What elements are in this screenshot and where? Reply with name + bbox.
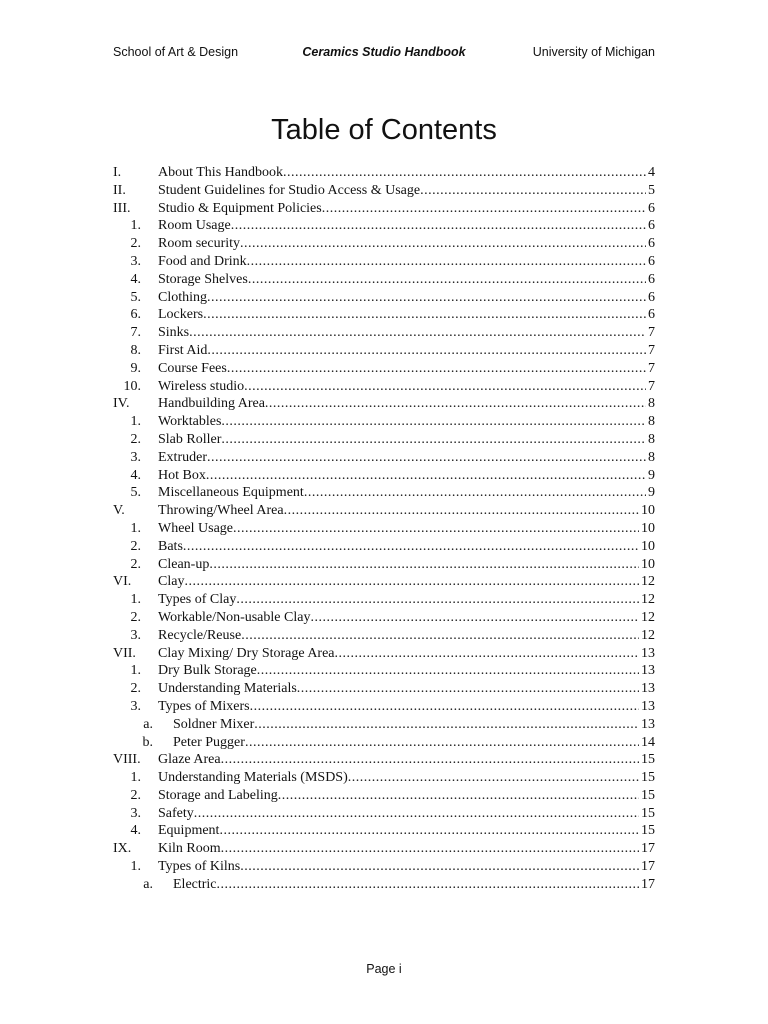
toc-entry-page: 17: [641, 876, 655, 892]
toc-dot-leader: [297, 680, 639, 698]
toc-dot-leader: [217, 876, 639, 894]
toc-dot-leader: [189, 324, 646, 342]
toc-entry[interactable]: [113, 271, 655, 289]
toc-entry-number: 2.: [130, 236, 141, 252]
toc-dot-leader: [221, 413, 646, 431]
toc-entry-page: 12: [641, 592, 655, 608]
toc-entry-number: b.: [142, 734, 153, 750]
toc-entry-number: 2.: [130, 538, 141, 554]
toc-entry[interactable]: [113, 556, 655, 574]
toc-entry-label: Storage Shelves: [158, 271, 248, 287]
toc-entry-label: Miscellaneous Equipment: [158, 485, 304, 501]
toc-entry-page: 8: [648, 396, 655, 412]
toc-entry-label: Worktables: [158, 414, 222, 430]
toc-entry-page: 10: [641, 538, 655, 554]
toc-entry-label: Clean-up: [158, 556, 210, 572]
toc-entry-label: Bats: [158, 538, 183, 554]
toc-entry-number: 7.: [130, 325, 141, 341]
toc-entry-page: 13: [641, 716, 655, 732]
toc-entry-label: Room Usage: [158, 218, 231, 234]
toc-entry-number: 1.: [130, 592, 141, 608]
toc-entry-page: 12: [641, 627, 655, 643]
toc-entry-page: 8: [648, 449, 655, 465]
toc-entry-number: 1.: [130, 859, 141, 875]
toc-entry-label: Peter Pugger: [173, 734, 245, 750]
toc-dot-leader: [221, 431, 646, 449]
toc-dot-leader: [265, 395, 646, 413]
table-of-contents: [113, 164, 655, 894]
toc-entry-page: 14: [641, 734, 655, 750]
toc-dot-leader: [240, 235, 646, 253]
toc-entry-label: Throwing/Wheel Area: [158, 503, 284, 519]
toc-entry-number: 4.: [130, 467, 141, 483]
toc-entry[interactable]: [113, 591, 655, 609]
toc-entry-label: Studio & Equipment Policies: [158, 200, 322, 216]
toc-dot-leader: [248, 271, 646, 289]
toc-entry-label: Clothing: [158, 289, 208, 305]
page-title: Table of Contents: [271, 114, 497, 146]
toc-entry-page: 10: [641, 556, 655, 572]
toc-entry-page: 6: [648, 253, 655, 269]
toc-entry-page: 6: [648, 307, 655, 323]
toc-entry-number: 2.: [130, 681, 141, 697]
toc-entry-label: Types of Mixers: [158, 698, 250, 714]
toc-entry[interactable]: [113, 200, 655, 218]
toc-entry-page: 6: [648, 218, 655, 234]
toc-entry-page: 4: [648, 165, 655, 180]
toc-dot-leader: [250, 698, 639, 716]
toc-entry-number: III.: [113, 200, 131, 216]
toc-entry-label: Recycle/Reuse: [158, 627, 242, 643]
toc-entry-page: 15: [641, 770, 655, 786]
toc-dot-leader: [244, 378, 646, 396]
toc-entry[interactable]: [113, 342, 655, 360]
toc-entry-page: 15: [641, 823, 655, 839]
toc-entry-label: Hot Box: [158, 467, 206, 483]
toc-entry-label: Types of Kilns: [158, 859, 241, 875]
toc-entry[interactable]: [113, 662, 655, 680]
toc-entry-number: 8.: [130, 342, 141, 358]
toc-entry[interactable]: [113, 324, 655, 342]
toc-dot-leader: [257, 662, 639, 680]
toc-entry[interactable]: [113, 182, 655, 200]
header-handbook-title: Ceramics Studio Handbook: [302, 45, 466, 59]
toc-entry[interactable]: [113, 734, 655, 752]
toc-entry[interactable]: [113, 306, 655, 324]
toc-entry-label: Glaze Area: [158, 752, 221, 768]
toc-dot-leader: [206, 467, 646, 485]
toc-dot-leader: [227, 360, 646, 378]
toc-dot-leader: [221, 840, 639, 858]
toc-entry-label: Clay Mixing/ Dry Storage Area: [158, 645, 335, 661]
toc-entry-number: 2.: [130, 431, 141, 447]
toc-entry-number: 3.: [130, 627, 141, 643]
toc-entry[interactable]: [113, 573, 655, 591]
toc-entry-number: 1.: [130, 663, 141, 679]
toc-entry[interactable]: [113, 822, 655, 840]
toc-entry-number: IX.: [113, 841, 132, 857]
toc-entry[interactable]: [113, 840, 655, 858]
toc-dot-leader: [278, 787, 639, 805]
toc-entry-number: 1.: [130, 770, 141, 786]
toc-entry[interactable]: [113, 502, 655, 520]
toc-entry-number: II.: [113, 182, 126, 198]
toc-dot-leader: [240, 858, 639, 876]
toc-entry-page: 8: [648, 431, 655, 447]
toc-entry[interactable]: [113, 484, 655, 502]
toc-entry-page: 15: [641, 787, 655, 803]
toc-dot-leader: [219, 822, 639, 840]
toc-dot-leader: [304, 484, 646, 502]
toc-entry-page: 13: [641, 663, 655, 679]
toc-entry[interactable]: [113, 467, 655, 485]
toc-entry[interactable]: [113, 609, 655, 627]
toc-entry-label: Wheel Usage: [158, 520, 234, 536]
toc-dot-leader: [183, 538, 639, 556]
toc-entry-number: 5.: [130, 289, 141, 305]
toc-entry-label: Student Guidelines for Studio Access & Usage: [158, 182, 421, 198]
toc-entry[interactable]: [113, 805, 655, 823]
toc-dot-leader: [284, 502, 639, 520]
toc-entry-number: 1.: [130, 218, 141, 234]
page-number: Page i: [366, 962, 402, 976]
toc-entry[interactable]: [113, 217, 655, 235]
toc-entry[interactable]: [113, 858, 655, 876]
toc-dot-leader: [207, 449, 646, 467]
toc-entry-page: 8: [648, 414, 655, 430]
toc-entry[interactable]: [113, 627, 655, 645]
toc-entry-label: Clay: [158, 574, 185, 590]
toc-entry-label: Dry Bulk Storage: [158, 663, 257, 679]
toc-dot-leader: [203, 306, 646, 324]
toc-dot-leader: [233, 520, 639, 538]
toc-dot-leader: [231, 217, 646, 235]
toc-entry-page: 17: [641, 859, 655, 875]
toc-entry-label: First Aid: [158, 342, 208, 358]
toc-entry[interactable]: [113, 431, 655, 449]
toc-entry-number: I.: [113, 165, 122, 180]
toc-entry-number: IV.: [113, 396, 130, 412]
toc-dot-leader: [184, 573, 639, 591]
toc-entry-number: 2.: [130, 787, 141, 803]
toc-entry-page: 12: [641, 574, 655, 590]
toc-entry-label: Handbuilding Area: [158, 396, 265, 412]
toc-entry-label: Types of Clay: [158, 592, 237, 608]
toc-entry[interactable]: [113, 876, 655, 894]
toc-entry-number: 1.: [130, 414, 141, 430]
toc-entry-label: About This Handbook: [158, 165, 283, 180]
toc-entry-label: Extruder: [158, 449, 207, 465]
toc-entry-number: 9.: [130, 360, 141, 376]
toc-entry-page: 7: [648, 325, 655, 341]
toc-entry[interactable]: [113, 538, 655, 556]
toc-entry-label: Room security: [158, 236, 241, 252]
toc-entry-number: 4.: [130, 271, 141, 287]
toc-entry[interactable]: [113, 769, 655, 787]
toc-entry-label: Safety: [158, 805, 194, 821]
toc-entry[interactable]: [113, 413, 655, 431]
toc-entry-page: 7: [648, 378, 655, 394]
toc-entry-label: Slab Roller: [158, 431, 222, 447]
toc-dot-leader: [236, 591, 639, 609]
toc-entry[interactable]: [113, 751, 655, 769]
toc-entry-number: 4.: [130, 823, 141, 839]
toc-entry-number: 10.: [123, 378, 141, 394]
toc-entry-label: Storage and Labeling: [158, 787, 278, 803]
toc-entry-label: Sinks: [158, 325, 190, 341]
toc-entry-number: 5.: [130, 485, 141, 501]
toc-entry[interactable]: [113, 787, 655, 805]
toc-dot-leader: [335, 645, 639, 663]
toc-entry-label: Equipment: [158, 823, 220, 839]
toc-entry-page: 9: [648, 485, 655, 501]
toc-entry-page: 6: [648, 271, 655, 287]
toc-entry-number: 6.: [130, 307, 141, 323]
toc-entry-page: 6: [648, 236, 655, 252]
toc-entry-page: 13: [641, 645, 655, 661]
toc-dot-leader: [221, 751, 639, 769]
toc-entry-page: 13: [641, 698, 655, 714]
toc-entry-page: 6: [648, 200, 655, 216]
header-university: University of Michigan: [532, 45, 655, 59]
toc-entry[interactable]: [113, 378, 655, 396]
toc-entry-label: Kiln Room: [158, 841, 221, 857]
toc-entry-page: 6: [648, 289, 655, 305]
toc-entry[interactable]: [113, 449, 655, 467]
toc-entry-number: 3.: [130, 449, 141, 465]
toc-entry[interactable]: [113, 253, 655, 271]
toc-entry[interactable]: [113, 645, 655, 663]
toc-entry[interactable]: [113, 716, 655, 734]
toc-entry-label: Course Fees: [158, 360, 227, 376]
toc-entry-number: 3.: [130, 698, 141, 714]
toc-entry-label: Understanding Materials (MSDS): [158, 770, 348, 786]
toc-dot-leader: [322, 200, 646, 218]
toc-dot-leader: [207, 289, 646, 307]
toc-dot-leader: [310, 609, 639, 627]
toc-entry[interactable]: [113, 360, 655, 378]
toc-entry-number: VIII.: [113, 752, 141, 768]
toc-entry-number: VI.: [113, 574, 132, 590]
toc-entry-label: Food and Drink: [158, 253, 247, 269]
toc-entry-label: Soldner Mixer: [173, 716, 255, 732]
toc-entry-number: a.: [143, 716, 153, 732]
toc-entry-page: 13: [641, 681, 655, 697]
toc-entry-label: Electric: [173, 876, 217, 892]
toc-entry-page: 17: [641, 841, 655, 857]
toc-entry[interactable]: [113, 680, 655, 698]
toc-dot-leader: [254, 716, 639, 734]
toc-entry-number: 3.: [130, 253, 141, 269]
toc-entry[interactable]: [113, 698, 655, 716]
toc-entry-number: 2.: [130, 556, 141, 572]
toc-dot-leader: [241, 627, 639, 645]
toc-entry-page: 10: [641, 503, 655, 519]
toc-entry-number: 3.: [130, 805, 141, 821]
toc-entry-page: 7: [648, 360, 655, 376]
toc-entry-page: 5: [648, 182, 655, 198]
toc-entry-page: 15: [641, 752, 655, 768]
toc-dot-leader: [209, 556, 639, 574]
toc-entry[interactable]: [113, 520, 655, 538]
toc-entry-number: 1.: [130, 520, 141, 536]
toc-entry[interactable]: [113, 395, 655, 413]
toc-entry-number: VII.: [113, 645, 136, 661]
header-school: School of Art & Design: [113, 45, 239, 59]
toc-dot-leader: [247, 253, 646, 271]
toc-entry-label: Understanding Materials: [158, 681, 297, 697]
toc-dot-leader: [420, 182, 646, 200]
toc-entry-page: 15: [641, 805, 655, 821]
toc-entry[interactable]: [113, 235, 655, 253]
toc-dot-leader: [207, 342, 646, 360]
toc-entry-label: Lockers: [158, 307, 204, 323]
toc-dot-leader: [194, 805, 639, 823]
toc-entry-number: a.: [143, 876, 153, 892]
toc-entry-page: 9: [648, 467, 655, 483]
toc-dot-leader: [348, 769, 639, 787]
toc-entry-page: 10: [641, 520, 655, 536]
toc-dot-leader: [283, 164, 646, 182]
toc-entry[interactable]: [113, 289, 655, 307]
toc-entry[interactable]: [113, 164, 655, 182]
toc-entry-number: V.: [113, 503, 125, 519]
toc-entry-page: 12: [641, 609, 655, 625]
toc-entry-label: Wireless studio: [158, 378, 245, 394]
toc-dot-leader: [245, 734, 639, 752]
toc-entry-number: 2.: [130, 609, 141, 625]
toc-entry-page: 7: [648, 342, 655, 358]
page-header: [113, 45, 655, 63]
toc-entry-label: Workable/Non-usable Clay: [158, 609, 311, 625]
